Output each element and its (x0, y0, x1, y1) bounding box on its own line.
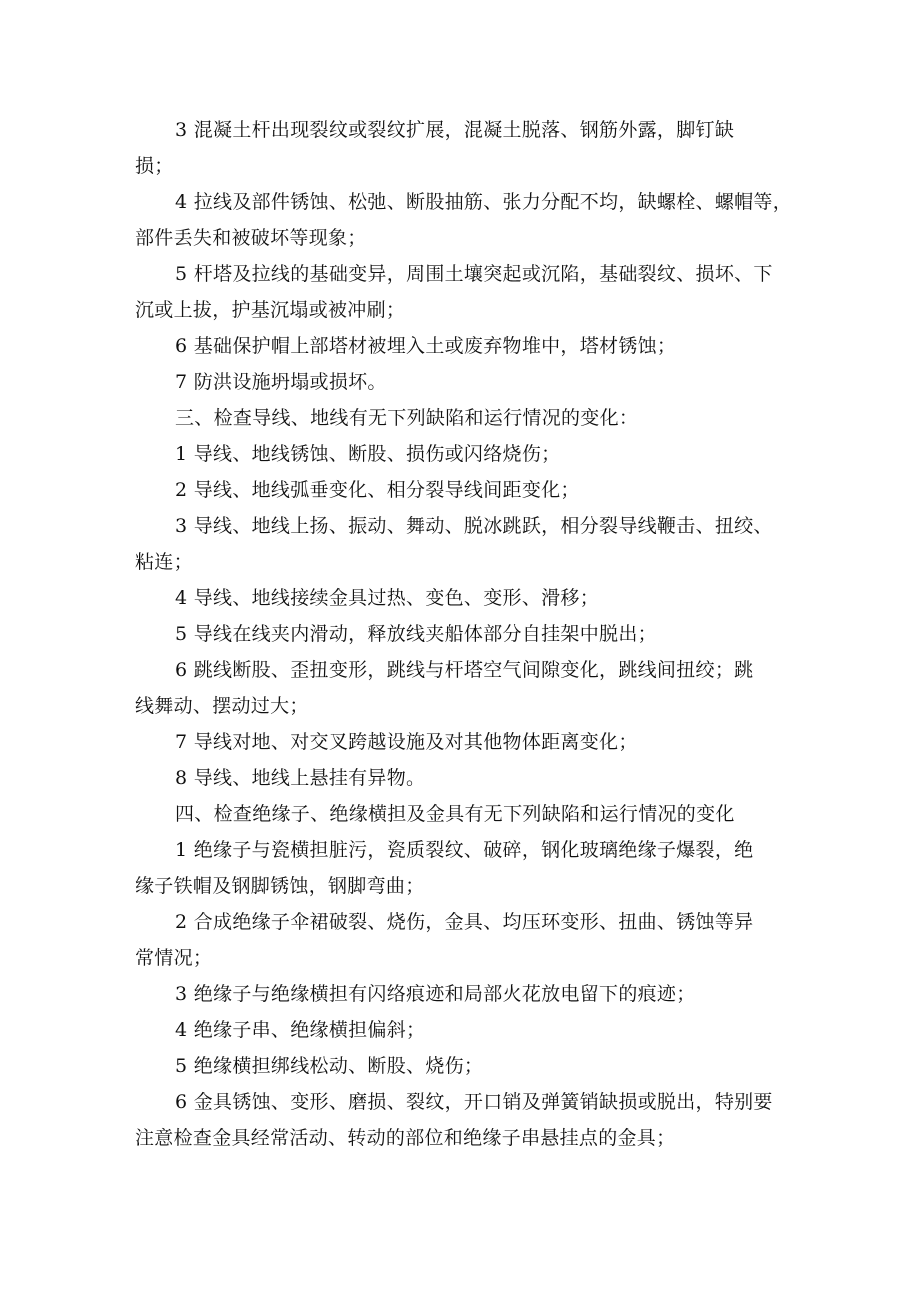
document-body (135, 112, 817, 1156)
paragraph (135, 832, 817, 904)
text-line: 7 防洪设施坍塌或损坏。 (175, 371, 387, 393)
paragraph (135, 256, 817, 328)
text-line: 6 基础保护帽上部塔材被埋入土或废弃物堆中，塔材锈蚀； (175, 335, 677, 357)
paragraph (135, 616, 817, 652)
text-line: 缘子铁帽及钢脚锈蚀，钢脚弯曲； (135, 875, 425, 897)
text-line: 1 绝缘子与瓷横担脏污，瓷质裂纹、破碎，钢化玻璃绝缘子爆裂，绝 (175, 839, 754, 861)
paragraph (135, 904, 817, 976)
paragraph (135, 1048, 817, 1084)
paragraph (135, 580, 817, 616)
text-line: 部件丢失和被破坏等现象； (135, 227, 367, 249)
paragraph (135, 652, 817, 724)
text-line: 6 金具锈蚀、变形、磨损、裂纹，开口销及弹簧销缺损或脱出，特别要 (175, 1091, 773, 1113)
text-line: 4 拉线及部件锈蚀、松弛、断股抽筋、张力分配不均，缺螺栓、螺帽等， (175, 191, 793, 213)
paragraph (135, 112, 817, 184)
text-line: 5 杆塔及拉线的基础变异，周围土壤突起或沉陷，基础裂纹、损坏、下 (175, 263, 773, 285)
text-line: 沉或上拔，护基沉塌或被冲刷； (135, 299, 406, 321)
paragraph (135, 1012, 817, 1048)
paragraph (135, 1084, 817, 1156)
text-line: 6 跳线断股、歪扭变形，跳线与杆塔空气间隙变化，跳线间扭绞；跳 (175, 659, 754, 681)
paragraph (135, 760, 817, 796)
text-line: 四、检查绝缘子、绝缘横担及金具有无下列缺陷和运行情况的变化 (175, 803, 735, 825)
text-line: 3 混凝土杆出现裂纹或裂纹扩展，混凝土脱落、钢筋外露，脚钉缺 (175, 119, 735, 141)
text-line: 三、检查导线、地线有无下列缺陷和运行情况的变化： (175, 407, 639, 429)
paragraph (135, 508, 817, 580)
text-line: 8 导线、地线上悬挂有异物。 (175, 767, 426, 789)
text-line: 2 导线、地线弧垂变化、相分裂导线间距变化； (175, 479, 580, 501)
text-line: 5 导线在线夹内滑动，释放线夹船体部分自挂架中脱出； (175, 623, 657, 645)
text-line: 线舞动、摆动过大； (135, 695, 309, 717)
paragraph (135, 184, 817, 256)
paragraph (135, 976, 817, 1012)
paragraph (135, 796, 817, 832)
paragraph (135, 724, 817, 760)
paragraph (135, 328, 817, 364)
text-line: 4 绝缘子串、绝缘横担偏斜； (175, 1019, 426, 1041)
paragraph (135, 472, 817, 508)
text-line: 3 绝缘子与绝缘横担有闪络痕迹和局部火花放电留下的痕迹； (175, 983, 696, 1005)
text-line: 注意检查金具经常活动、转动的部位和绝缘子串悬挂点的金具； (135, 1127, 676, 1149)
text-line: 2 合成绝缘子伞裙破裂、烧伤，金具、均压环变形、扭曲、锈蚀等异 (175, 911, 754, 933)
text-line: 4 导线、地线接续金具过热、变色、变形、滑移； (175, 587, 600, 609)
paragraph (135, 436, 817, 472)
text-line: 3 导线、地线上扬、振动、舞动、脱冰跳跃，相分裂导线鞭击、扭绞、 (175, 515, 773, 537)
text-line: 粘连； (135, 551, 193, 573)
text-line: 5 绝缘横担绑线松动、断股、烧伤； (175, 1055, 484, 1077)
text-line: 常情况； (135, 947, 213, 969)
text-line: 7 导线对地、对交叉跨越设施及对其他物体距离变化； (175, 731, 638, 753)
text-line: 损； (135, 155, 174, 177)
paragraph (135, 364, 817, 400)
paragraph (135, 400, 817, 436)
text-line: 1 导线、地线锈蚀、断股、损伤或闪络烧伤； (175, 443, 561, 465)
